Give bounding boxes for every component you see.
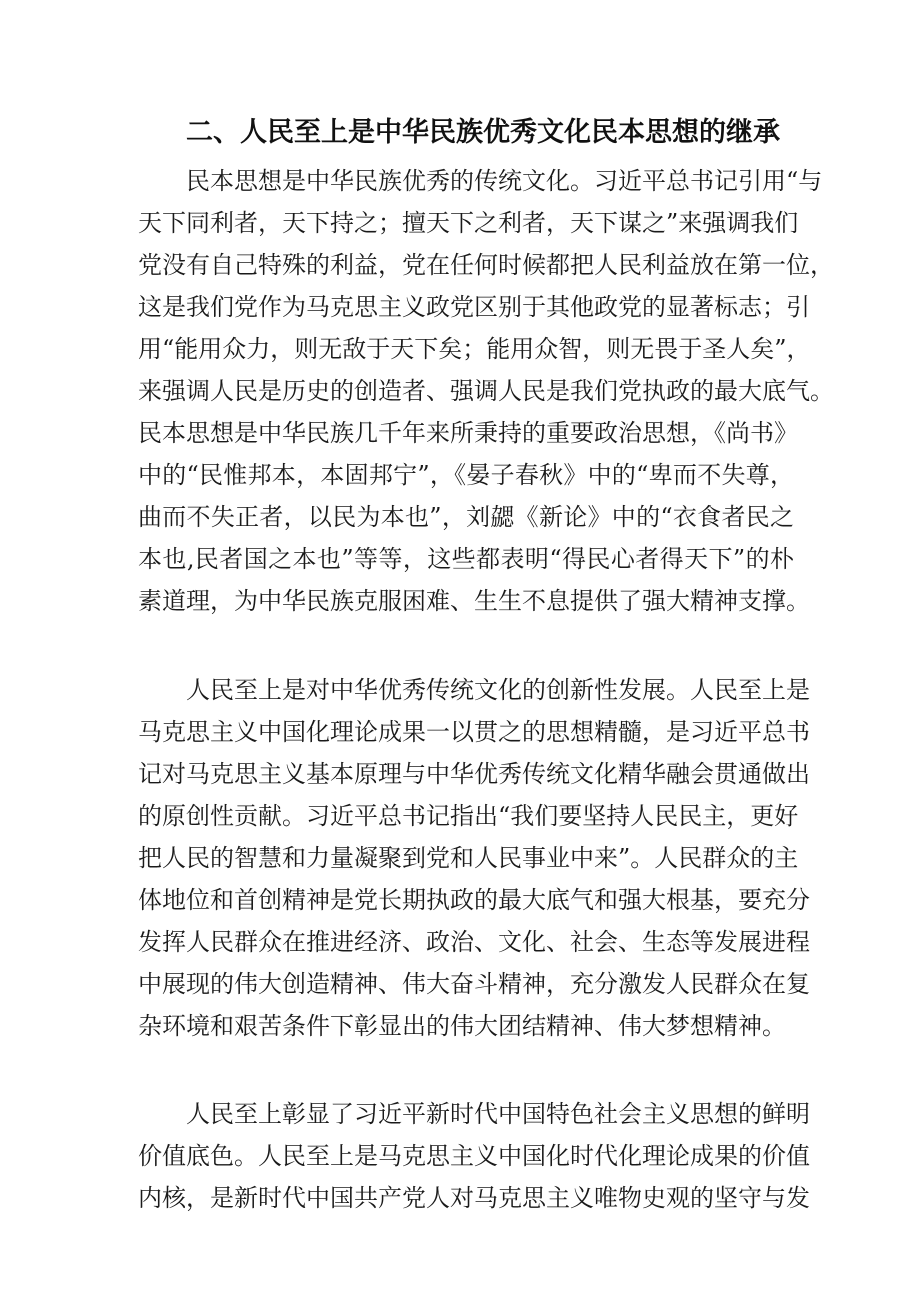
paragraph-line: 内核，是新时代中国共产党人对马克思主义唯物史观的坚守与发 — [138, 1184, 810, 1212]
paragraph-line: 素道理，为中华民族克服困难、生生不息提供了强大精神支撑。 — [138, 587, 810, 615]
paragraph-value-core — [138, 1093, 810, 1219]
section-heading: 二、人民至上是中华民族优秀文化民本思想的继承 — [186, 117, 780, 148]
paragraph-line: 党没有自己特殊的利益，党在任何时候都把人民利益放在第一位， — [138, 251, 834, 279]
paragraph-line: 的原创性贡献。习近平总书记指出“我们要坚持人民民主，更好 — [138, 802, 799, 830]
paragraph-line: 马克思主义中国化理论成果一以贯之的思想精髓，是习近平总书 — [138, 718, 810, 746]
paragraph-line: 人民至上彰显了习近平新时代中国特色社会主义思想的鲜明 — [186, 1100, 810, 1128]
paragraph-line: 用“能用众力，则无敌于天下矣；能用众智，则无畏于圣人矣”， — [138, 335, 811, 363]
paragraph-line: 人民至上是对中华优秀传统文化的创新性发展。人民至上是 — [186, 676, 810, 704]
paragraph-line: 来强调人民是历史的创造者、强调人民是我们党执政的最大底气。 — [138, 377, 834, 405]
paragraph-line: 杂环境和艰苦条件下彰显出的伟大团结精神、伟大梦想精神。 — [138, 1012, 786, 1040]
paragraph-minben-thought — [138, 160, 834, 622]
paragraph-line: 把人民的智慧和力量凝聚到党和人民事业中来”。人民群众的主 — [138, 844, 799, 872]
paragraph-line: 发挥人民群众在推进经济、政治、文化、社会、生态等发展进程 — [138, 928, 810, 956]
paragraph-line: 价值底色。人民至上是马克思主义中国化时代化理论成果的价值 — [138, 1142, 810, 1170]
paragraph-line: 体地位和首创精神是党长期执政的最大底气和强大根基，要充分 — [138, 886, 810, 914]
paragraph-line: 曲而不失正者，以民为本也”，刘勰《新论》中的“衣食者民之 — [138, 503, 794, 531]
paragraph-line: 记对马克思主义基本原理与中华优秀传统文化精华融会贯通做出 — [138, 760, 810, 788]
paragraph-line: 民本思想是中华民族优秀的传统文化。习近平总书记引用“与 — [186, 167, 823, 195]
paragraph-line: 民本思想是中华民族几千年来所秉持的重要政治思想，《尚书》 — [138, 419, 798, 447]
paragraph-line: 天下同利者，天下持之；擅天下之利者，天下谋之”来强调我们 — [138, 209, 799, 237]
paragraph-line: 中的“民惟邦本，本固邦宁”，《晏子春秋》中的“卑而不失尊， — [138, 461, 794, 489]
paragraph-line: 这是我们党作为马克思主义政党区别于其他政党的显著标志；引 — [138, 293, 810, 321]
paragraph-line: 本也,民者国之本也”等等，这些都表明“得民心者得天下”的朴 — [138, 545, 794, 573]
paragraph-innovative-development — [138, 669, 810, 1047]
paragraph-line: 中展现的伟大创造精神、伟大奋斗精神，充分激发人民群众在复 — [138, 970, 810, 998]
